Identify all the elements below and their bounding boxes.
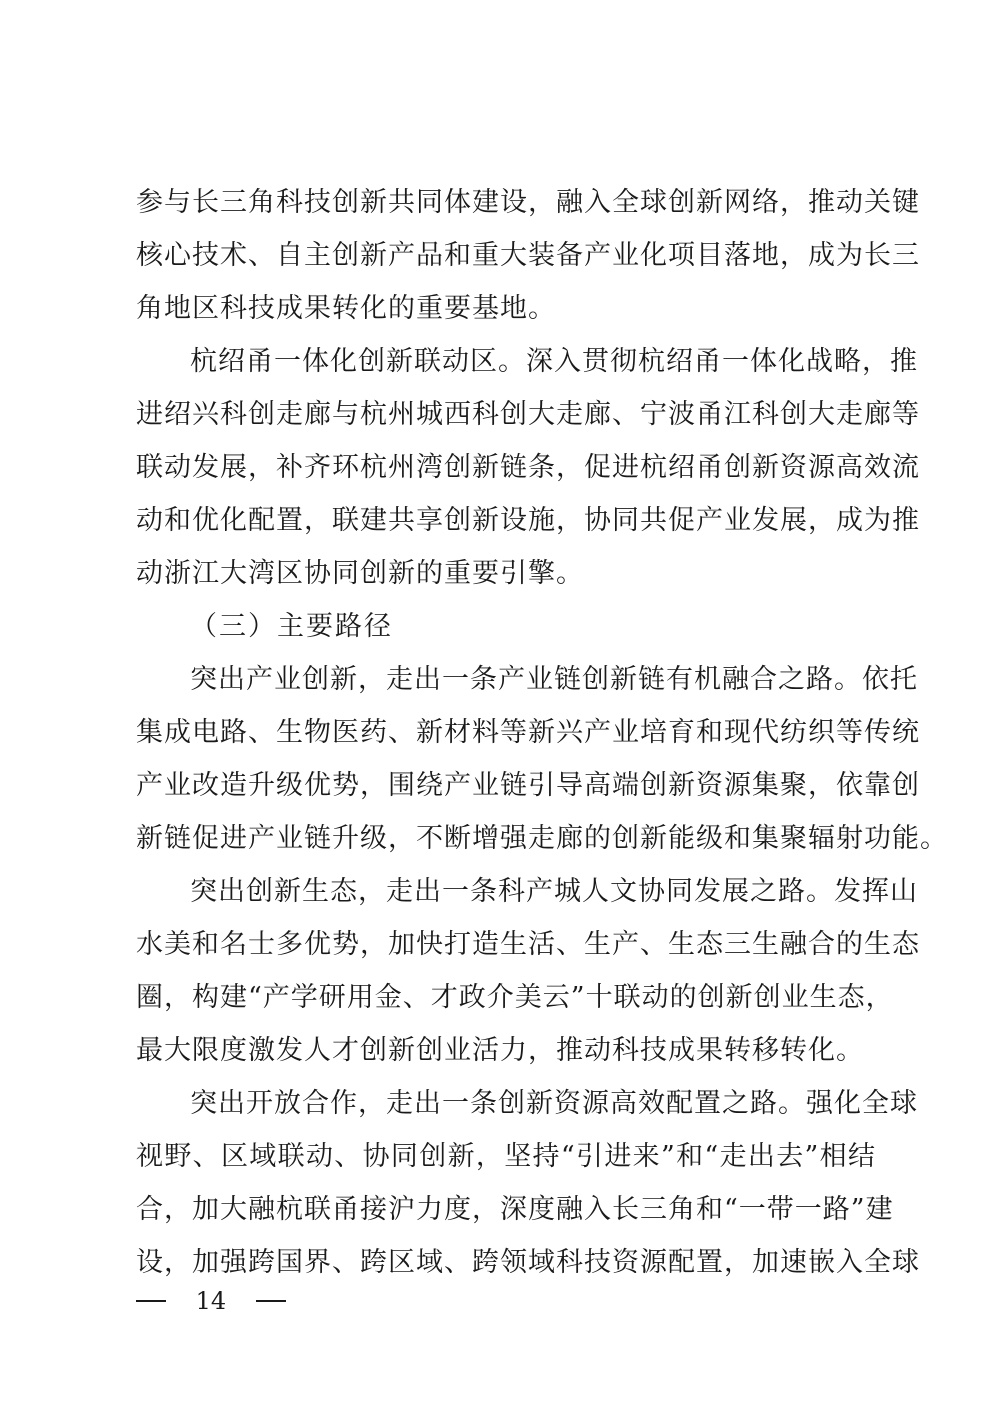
text-line: 水美和名士多优势，加快打造生活、生产、生态三生融合的生态 (136, 929, 920, 960)
section-heading: （三）主要路径 (190, 611, 393, 642)
text-line: 圈，构建“产学研用金、才政介美云”十联动的创新创业生态， (136, 982, 894, 1013)
text-line: 集成电路、生物医药、新材料等新兴产业培育和现代纺织等传统 (136, 717, 920, 748)
text-line: 新链促进产业链升级，不断增强走廊的创新能级和集聚辐射功能。 (136, 823, 948, 854)
footer-dash-left (136, 1300, 166, 1302)
text-line: 产业改造升级优势，围绕产业链引导高端创新资源集聚，依靠创 (136, 770, 920, 801)
text-line: 参与长三角科技创新共同体建设，融入全球创新网络，推动关键 (136, 187, 920, 218)
text-line: 设，加强跨国界、跨区域、跨领域科技资源配置，加速嵌入全球 (136, 1247, 920, 1278)
text-line: 联动发展，补齐环杭州湾创新链条，促进杭绍甬创新资源高效流 (136, 452, 920, 483)
text-line: 杭绍甬一体化创新联动区。深入贯彻杭绍甬一体化战略，推 (190, 346, 918, 377)
text-line: 合，加大融杭联甬接沪力度，深度融入长三角和“一带一路”建 (136, 1194, 894, 1225)
text-line: 核心技术、自主创新产品和重大装备产业化项目落地，成为长三 (136, 240, 920, 271)
text-line: 进绍兴科创走廊与杭州城西科创大走廊、宁波甬江科创大走廊等 (136, 399, 920, 430)
text-line: 突出开放合作，走出一条创新资源高效配置之路。强化全球 (190, 1088, 918, 1119)
text-line: 动和优化配置，联建共享创新设施，协同共促产业发展，成为推 (136, 505, 920, 536)
body-text (136, 176, 948, 1289)
page-footer (136, 1282, 286, 1316)
text-line: 突出创新生态，走出一条科产城人文协同发展之路。发挥山 (190, 876, 918, 907)
page-number: 14 (195, 1286, 227, 1315)
text-line: 突出产业创新，走出一条产业链创新链有机融合之路。依托 (190, 664, 918, 695)
text-line: 视野、区域联动、协同创新，坚持“引进来”和“走出去”相结 (136, 1141, 876, 1172)
text-line: 动浙江大湾区协同创新的重要引擎。 (136, 558, 584, 589)
text-line: 最大限度激发人才创新创业活力，推动科技成果转移转化。 (136, 1035, 864, 1066)
footer-dash-right (256, 1300, 286, 1302)
text-line: 角地区科技成果转化的重要基地。 (136, 293, 556, 324)
